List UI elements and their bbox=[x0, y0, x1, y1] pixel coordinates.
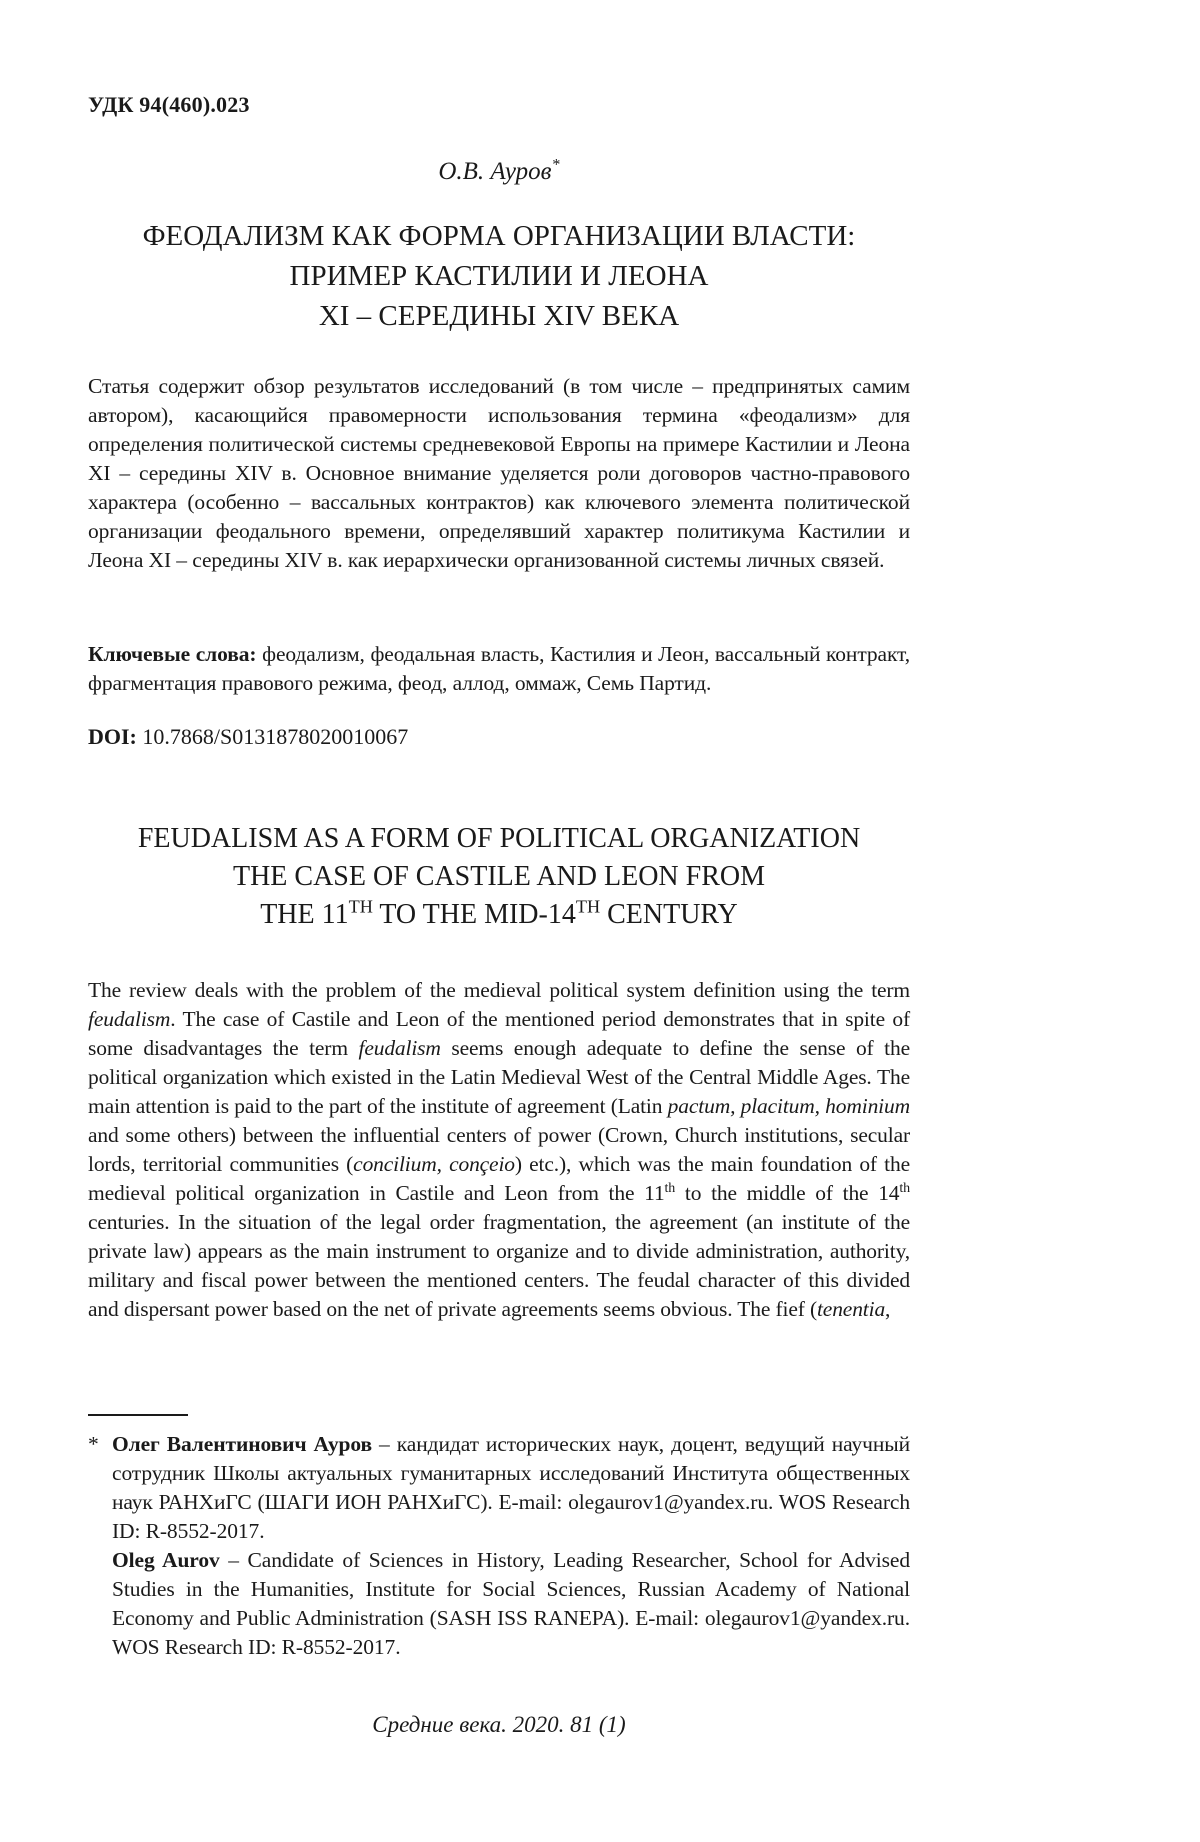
doi-label: DOI: bbox=[88, 724, 137, 749]
article-title-ru bbox=[88, 216, 910, 336]
footnote-body bbox=[88, 1430, 910, 1662]
title-en-line-2: THE CASE OF CASTILE AND LEON FROM bbox=[232, 861, 766, 892]
doi-value: 10.7868/S0131878020010067 bbox=[136, 724, 409, 749]
author-byline bbox=[88, 155, 910, 186]
footnote-block bbox=[88, 1414, 910, 1662]
abstract-en: The review deals with the problem of the medieval political system definition using the term feudalism. The case of Castile and Leon of the mentioned period demonstrates that in spite of some disadvantages the term feudalism seems enough adequate to define the sense of the political organization which existed in the Latin Medieval West of the Central Middle Ages. The main attention is paid to the part of the institute of agreement (Latin pactum, placitum, hominium and some others) between the influential centers of power (Crown, Church institutions, secular lords, territorial communities (concilium, conçeio) etc.), which was the main foundation of the medieval political organization in Castile and Leon from the 11th to the middle of the 14th centuries. In the situation of the legal order fragmentation, the agreement (an institute of the private law) appears as the main instrument to organize and to divide administration, authority, military and fiscal power between the mentioned centers. The feudal character of this divided and dispersant power based on the net of private agreements seems obvious. The fief (tenentia, bbox=[88, 978, 910, 1321]
journal-footer: Средние века. 2020. 81 (1) bbox=[372, 1712, 626, 1737]
author-footnote-mark: * bbox=[551, 155, 560, 174]
article-title-en bbox=[88, 820, 910, 934]
footnote-author-ru: Олег Валентинович Ауров – кандидат исторических наук, доцент, ведущий научный сотрудник Школы актуальных гуманитарных исследований Института общественных наук РАНХиГС (ШАГИ ИОН РАНХиГС). E-mail: olegaurov1@yandex.ru. WOS Research ID: R-8552-2017. bbox=[112, 1432, 911, 1543]
keywords-label: Ключевые слова: bbox=[88, 642, 257, 666]
keywords-text: феодализм, феодальная власть, Кастилия и Леон, вассальный контракт, фрагментация правового режима, феод, аллод, оммаж, Семь Партид. bbox=[88, 642, 910, 695]
title-ru-line-3: XI – СЕРЕДИНЫ XIV ВЕКА bbox=[318, 300, 680, 332]
udc-code: УДК 94(460).023 bbox=[88, 92, 250, 117]
doi-line bbox=[88, 724, 910, 750]
abstract-ru: Статья содержит обзор результатов исследований (в том числе – предпринятых самим автором), касающийся правомерности использования термина «феодализм» для определения политической системы средневековой Европы на примере Кастилии и Леона XI – середины XIV в. Основное внимание уделяется роли договоров частно-правового характера (особенно – вассальных контрактов) как ключевого элемента политической организации феодального времени, определявший характер политикума Кастилии и Леона XI – середины XIV в. как иерархически организованной системы личных связей. bbox=[88, 374, 910, 572]
footnote-mark: * bbox=[88, 1432, 99, 1456]
footnote-author-en: Oleg Aurov – Candidate of Sciences in History, Leading Researcher, School for Advised Studies in the Humanities, Institute for Social Sciences, Russian Academy of National Economy and Public Administration (SASH ISS RANEPA). E-mail: olegaurov1@yandex.ru. WOS Research ID: R-8552-2017. bbox=[112, 1548, 910, 1659]
title-en-line-1: FEUDALISM AS A FORM OF POLITICAL ORGANIZATION bbox=[137, 823, 861, 854]
author-name: О.В. Ауров bbox=[438, 158, 552, 185]
title-ru-line-1: ФЕОДАЛИЗМ КАК ФОРМА ОРГАНИЗАЦИИ ВЛАСТИ: bbox=[142, 220, 856, 252]
title-ru-line-2: ПРИМЕР КАСТИЛИИ И ЛЕОНА bbox=[289, 260, 709, 292]
keywords-ru bbox=[88, 640, 910, 698]
footnote-separator bbox=[88, 1414, 188, 1416]
title-en-line-3: THE 11TH TO THE MID-14TH CENTURY bbox=[260, 896, 738, 930]
